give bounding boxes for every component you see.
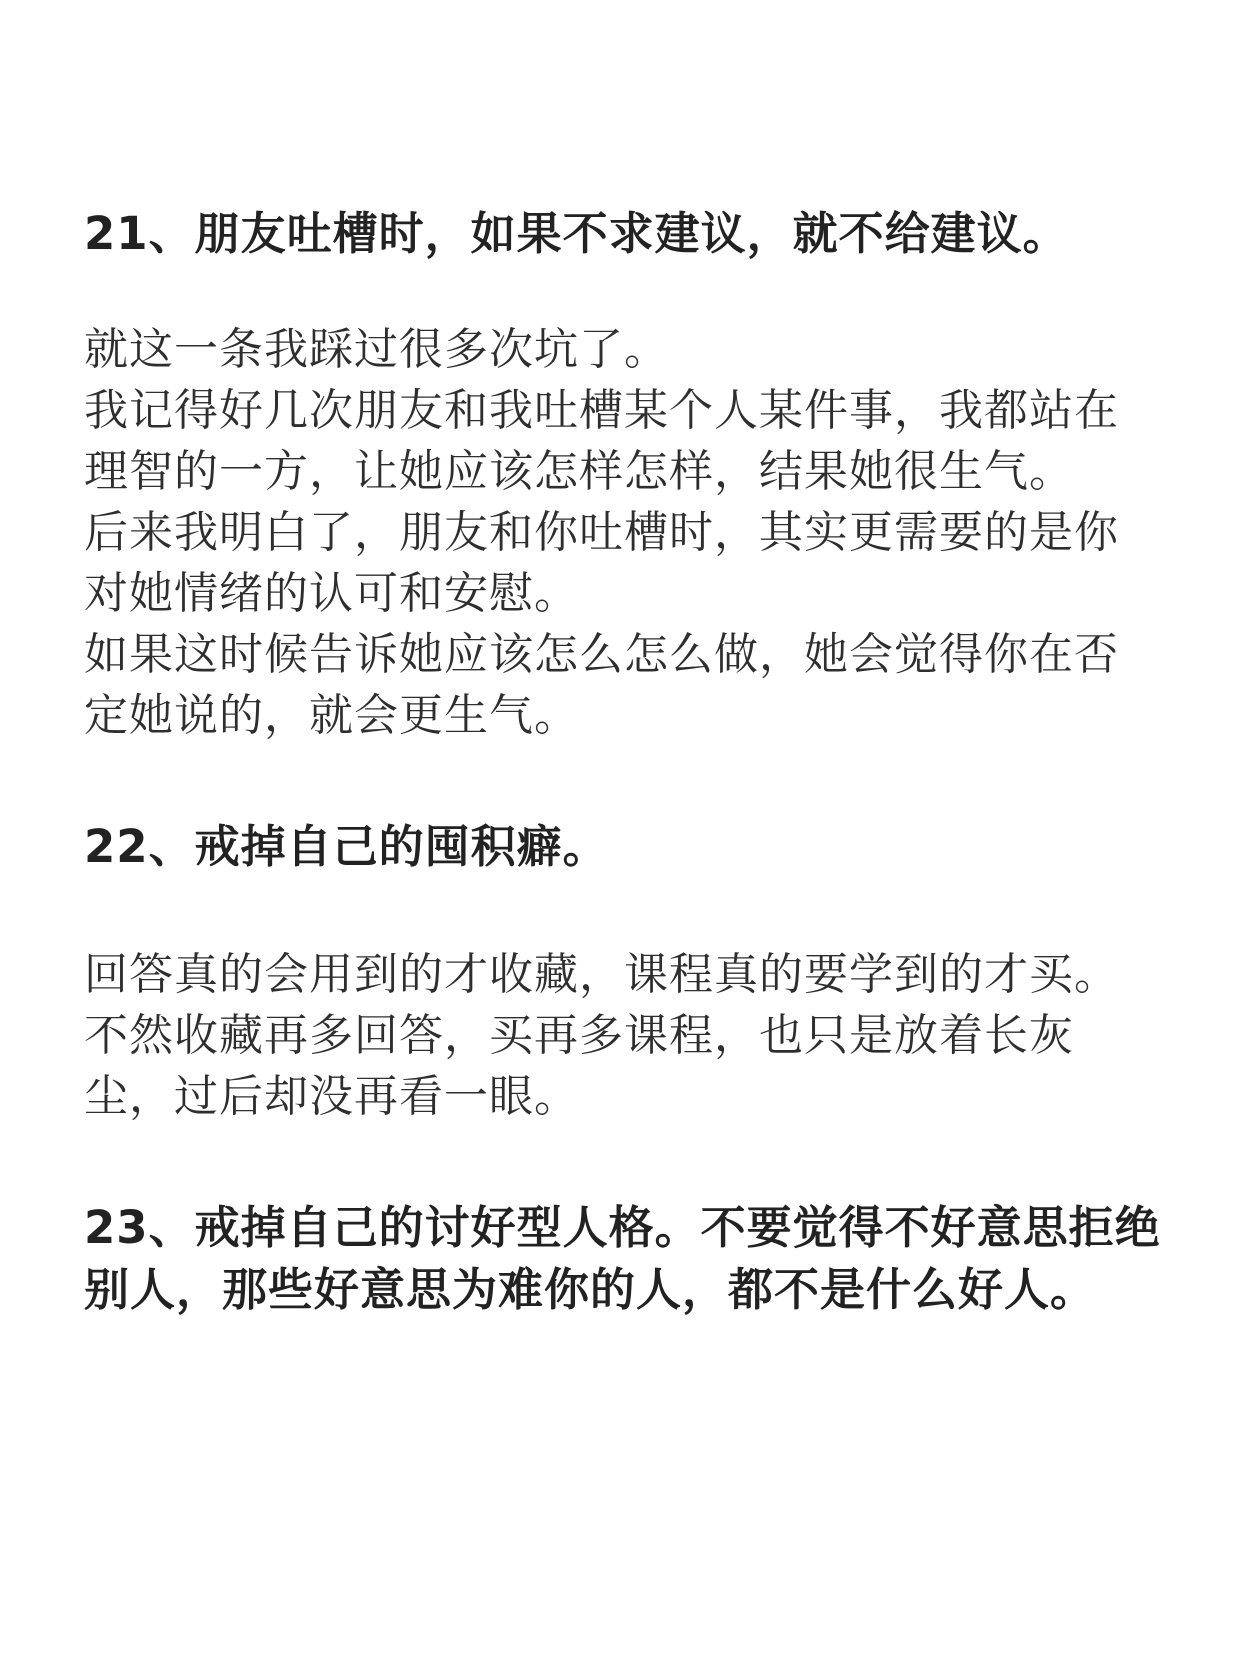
section-23-heading: 别人，那些好意思为难你的人，都不是什么好人。 — [84, 1263, 1097, 1316]
section-21-body-line: 定她说的，就会更生气。 — [84, 690, 579, 741]
section-21-body-line: 我记得好几次朋友和我吐槽某个人某件事，我都站在 — [84, 385, 1119, 436]
section-21-body-line: 理智的一方，让她应该怎样怎样，结果她很生气。 — [84, 446, 1074, 497]
section-22-heading: 22、戒掉自己的囤积癖。 — [84, 820, 609, 873]
section-21-body-line: 如果这时候告诉她应该怎么怎么做，她会觉得你在否 — [84, 629, 1119, 680]
section-21-heading: 21、朋友吐槽时，如果不求建议，就不给建议。 — [84, 207, 1069, 260]
section-22-body-line: 尘，过后却没再看一眼。 — [84, 1071, 579, 1122]
section-22-body-line: 不然收藏再多回答，买再多课程，也只是放着长灰 — [84, 1010, 1074, 1061]
section-21-body-line: 就这一条我踩过很多次坑了。 — [84, 324, 669, 375]
section-21-body-line: 后来我明白了，朋友和你吐槽时，其实更需要的是你 — [84, 507, 1119, 558]
section-23-heading: 23、戒掉自己的讨好型人格。不要觉得不好意思拒绝 — [84, 1201, 1161, 1254]
section-22-body-line: 回答真的会用到的才收藏，课程真的要学到的才买。 — [84, 949, 1119, 1000]
section-21-body-line: 对她情绪的认可和安慰。 — [84, 568, 579, 619]
